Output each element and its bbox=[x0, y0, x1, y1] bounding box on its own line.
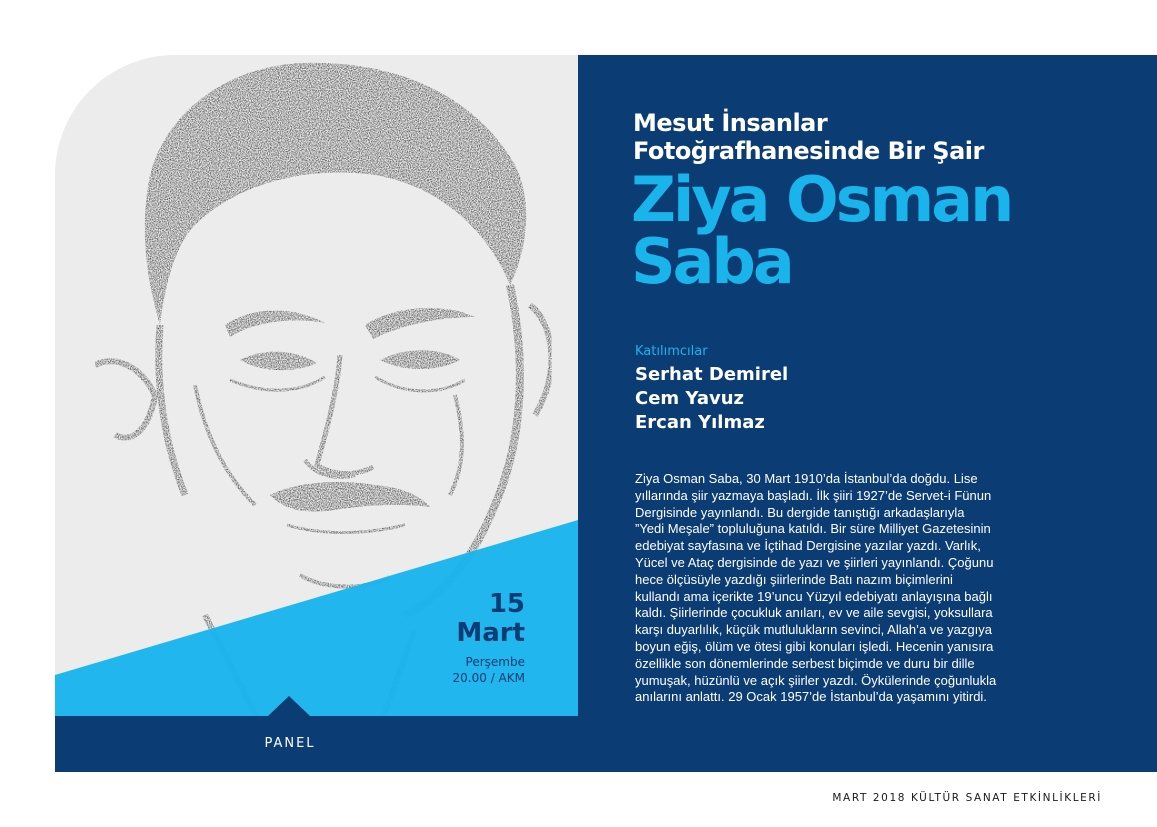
subtitle-line-2: Fotoğrafhanesinde Bir Şair bbox=[633, 137, 984, 165]
bio-line: yumuşak, hüzünlü ve açık şiirler yazdı. Öykülerinde çoğunlukla bbox=[635, 672, 997, 688]
triangle-notch-icon bbox=[268, 696, 310, 716]
bio-line: karşı duyarlılık, küçük mutlulukların sevinci, Allah’a ve yazgıya bbox=[635, 622, 992, 638]
participant-name: Serhat Demirel bbox=[635, 364, 789, 385]
bio-line: Dergisinde yayınlandı. Bu dergide tanıştığı arkadaşlarıyla bbox=[635, 504, 965, 520]
participants-list bbox=[635, 363, 788, 435]
bio-line: kaldı. Şiirlerinde çocukluk anıları, ev ve aile sevgisi, yoksullara bbox=[635, 605, 993, 621]
poet-name-line-1: Ziya Osman bbox=[631, 163, 1012, 236]
bio-line: boyun eğiş, ölüm ve ötesi gibi konuları işledi. Hecenin yanısıra bbox=[635, 638, 994, 654]
footer-caption: MART 2018 KÜLTÜR SANAT ETKİNLİKLERİ bbox=[832, 792, 1102, 804]
date-month: Mart bbox=[456, 618, 525, 648]
biography-text bbox=[635, 471, 1125, 706]
date-time-venue: 20.00 / AKM bbox=[452, 671, 525, 685]
date-weekday: Perşembe bbox=[465, 655, 525, 669]
subtitle-line-1: Mesut İnsanlar bbox=[633, 109, 828, 137]
category-label: PANEL bbox=[264, 736, 316, 751]
poet-name-line-2: Saba bbox=[631, 225, 792, 298]
bio-line: özellikle son dönemlerinde serbest biçimde ve duru bir dille bbox=[635, 655, 975, 671]
date-block bbox=[415, 590, 525, 686]
bio-line: edebiyat sayfasına ve İçtihad Dergisine yazılar yazdı. Varlık, bbox=[635, 538, 981, 554]
participant-name: Cem Yavuz bbox=[635, 388, 744, 409]
participants-label: Katılımcılar bbox=[635, 344, 708, 359]
info-panel bbox=[578, 55, 1157, 772]
event-subtitle bbox=[633, 109, 984, 165]
bio-line: ”Yedi Meşale” topluluğuna katıldı. Bir süre Milliyet Gazetesinin bbox=[635, 521, 991, 537]
participant-name: Ercan Yılmaz bbox=[635, 412, 765, 433]
bio-line: anılarını anlattı. 29 Ocak 1957’de İstanbul’da yaşamını yitirdi. bbox=[635, 689, 987, 705]
bio-line: kullandı ama içerikte 19’uncu Yüzyıl edebiyatı anlayışına bağlı bbox=[635, 588, 993, 604]
poet-name bbox=[631, 163, 1012, 298]
event-card bbox=[55, 55, 1157, 772]
bio-line: hece ölçüsüyle yazdığı şiirlerinde Batı nazım biçimlerini bbox=[635, 571, 953, 587]
bio-line: Ziya Osman Saba, 30 Mart 1910’da İstanbul’da doğdu. Lise bbox=[635, 471, 978, 486]
date-day: 15 bbox=[488, 589, 525, 619]
bio-line: yıllarında şiir yazmaya başladı. İlk şiiri 1927’de Servet-i Fünun bbox=[635, 487, 992, 503]
bio-line: Yücel ve Ataç dergisinde de yazı ve şiirleri yayınlandı. Çoğunu bbox=[635, 554, 994, 570]
